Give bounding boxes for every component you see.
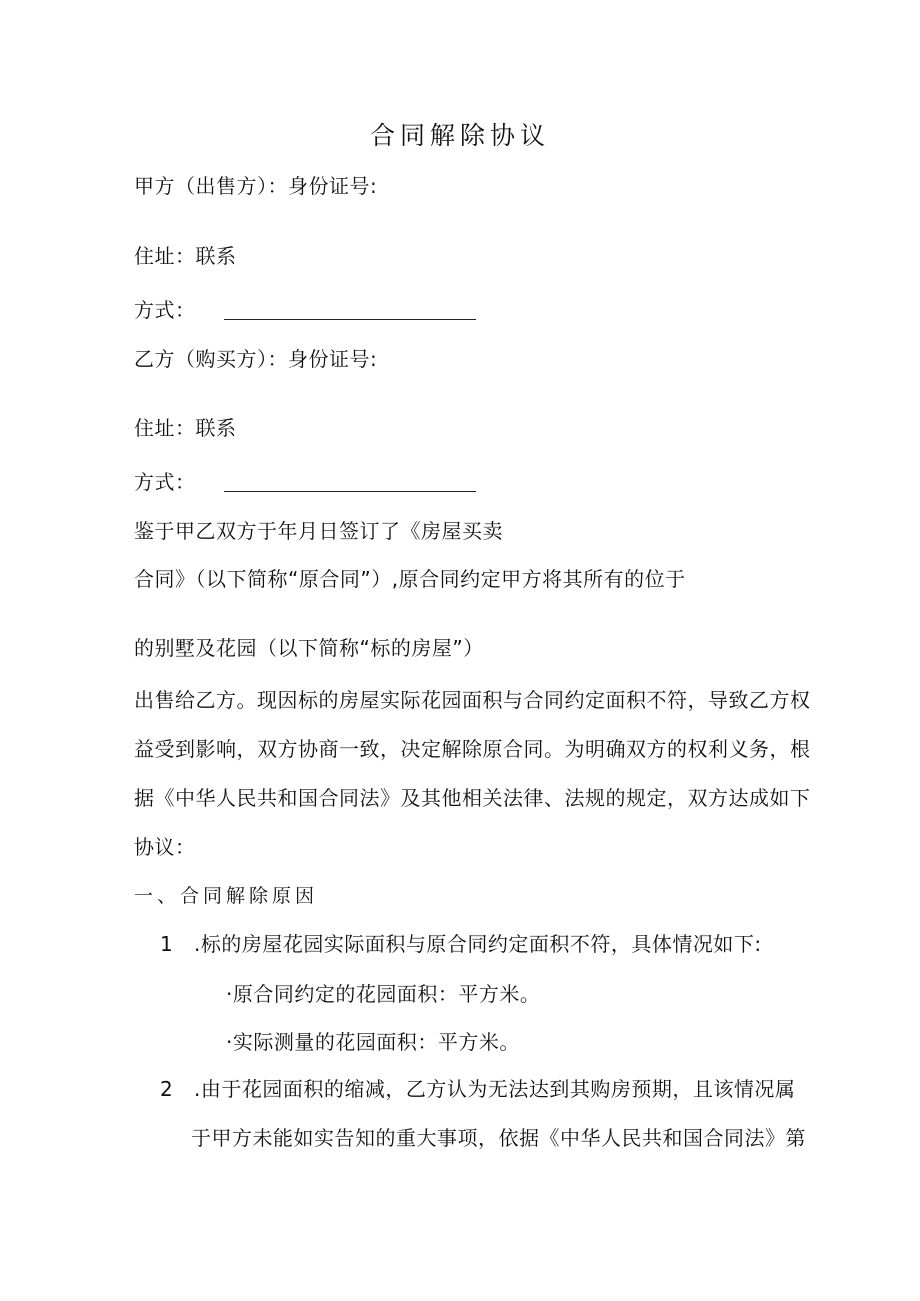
preamble-line: 益受到影响，双方协商一致，决定解除原合同。为明确双方的权利义务，根: [134, 737, 811, 761]
preamble-line: 鉴于甲乙双方于年月日签订了《房屋买卖: [134, 519, 503, 543]
preamble-line: 据《中华人民共和国合同法》及其他相关法律、法规的规定，双方达成如下: [134, 786, 811, 810]
list-item-number: 1: [160, 932, 174, 956]
list-item-text: .标的房屋花园实际面积与原合同约定面积不符，具体情况如下:: [194, 932, 762, 956]
party-a-contact-label: 方式：: [134, 298, 196, 322]
list-item-1: [160, 930, 762, 958]
party-b-contact: [134, 468, 476, 496]
preamble-line: 出售给乙方。现因标的房屋实际花园面积与合同约定面积不符，导致乙方权: [134, 688, 811, 712]
party-b-contact-blank: [224, 471, 476, 492]
preamble-line: 协议：: [134, 835, 196, 859]
party-b-header: 乙方（购买方）：身份证号:: [134, 347, 378, 371]
bullet-item: ·原合同约定的花园面积：平方米。: [226, 982, 541, 1006]
preamble-line: 合同》（以下简称“原合同”）,原合同约定甲方将其所有的位于: [134, 567, 686, 591]
list-item-text: .由于花园面积的缩减，乙方认为无法达到其购房预期，且该情况属: [194, 1077, 796, 1101]
party-a-address: 住址：联系: [134, 244, 237, 268]
list-item-2: [160, 1075, 795, 1103]
section-heading: 一、合同解除原因: [134, 885, 319, 907]
list-item-continuation: 于甲方未能如实告知的重大事项，依据《中华人民共和国合同法》第: [191, 1126, 806, 1150]
bullet-item: ·实际测量的花园面积：平方米。: [226, 1030, 520, 1054]
preamble-line: 的别墅及花园（以下简称“标的房屋”）: [134, 636, 484, 660]
list-item-number: 2: [160, 1077, 174, 1101]
party-b-contact-label: 方式：: [134, 470, 196, 494]
party-a-contact-blank: [224, 299, 476, 320]
party-a-contact: [134, 296, 476, 324]
document-title: 合同解除协议: [369, 121, 550, 150]
party-b-address: 住址：联系: [134, 416, 237, 440]
party-a-header: 甲方（出售方）：身份证号:: [134, 174, 378, 198]
